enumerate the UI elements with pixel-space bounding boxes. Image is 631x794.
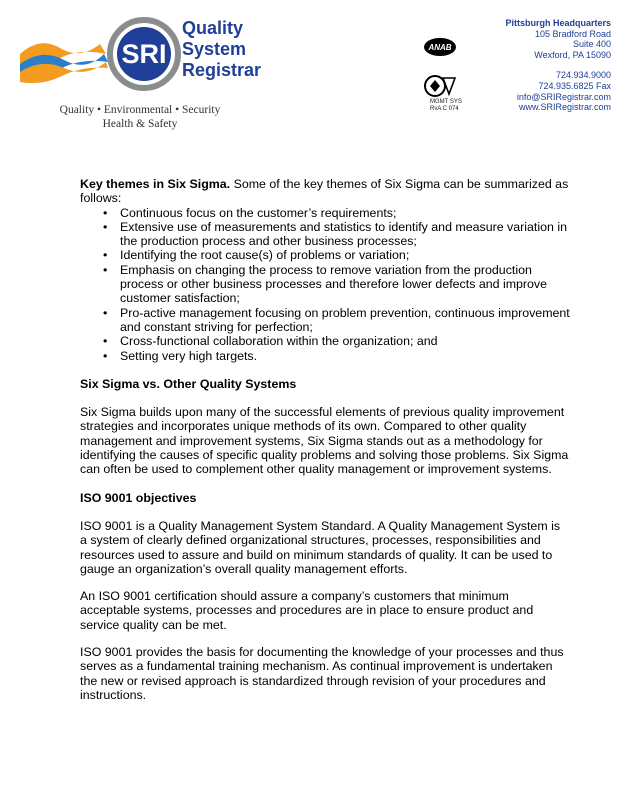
list-item: • Cross-functional collaboration within the organization; and bbox=[80, 334, 570, 348]
website-link[interactable]: www.SRIRegistrar.com bbox=[518, 102, 611, 113]
list-item: • Setting very high targets. bbox=[80, 349, 570, 363]
headquarters-label: Pittsburgh Headquarters bbox=[505, 18, 611, 28]
cert-text bbox=[430, 99, 462, 113]
list-item: • Identifying the root cause(s) of problems or variation; bbox=[80, 248, 570, 262]
anab-text: ANAB bbox=[428, 43, 452, 52]
document-body bbox=[80, 177, 570, 702]
address-street: 105 Bradford Road bbox=[534, 28, 611, 39]
list-item: • Extensive use of measurements and statistics to identify and measure variation in the production process and other business processes; bbox=[80, 220, 570, 249]
section3-paragraph-1: ISO 9001 is a Quality Management System Standard. A Quality Management System is a system of clearly defined organizational structures, processes, responsibilities and resources used to assure and build on minimum standards of quality. It can be used to gauge an organization’s overall quality management efforts. bbox=[80, 518, 561, 576]
rva-seal bbox=[423, 74, 459, 98]
email-link[interactable]: info@SRIRegistrar.com bbox=[516, 91, 611, 102]
sri-logo bbox=[20, 14, 262, 94]
logo-title-line1: Quality bbox=[182, 18, 244, 38]
logo-title-line3: Registrar bbox=[182, 60, 262, 80]
anab-seal bbox=[423, 37, 457, 57]
section3-paragraph-2: An ISO 9001 certification should assure a company’s customers that minimum acceptable systems, processes and procedures are in place to ensure product and service quality can be met. bbox=[80, 589, 534, 632]
section3-paragraph-3: ISO 9001 provides the basis for documenting the knowledge of your processes and thus serves as a fundamental training mechanism. As continual improvement is undertaken the new or revised approach is standardized through revision of your procedures and instructions. bbox=[80, 645, 564, 702]
section1-intro-text: Some of the key themes of Six Sigma can be summarized as follows: bbox=[80, 177, 569, 206]
list-item: • Emphasis on changing the process to remove variation from the production process or other business processes and therefore lower defects and improve customer satisfaction; bbox=[80, 263, 570, 306]
logo-title-line2: System bbox=[182, 39, 247, 59]
list-item: • Pro-active management focusing on problem prevention, continuous improvement and constant striving for perfection; bbox=[80, 306, 570, 335]
phone-number: 724.934.9000 bbox=[555, 70, 611, 81]
section1-intro bbox=[80, 177, 570, 206]
address-suite: Suite 400 bbox=[572, 39, 611, 50]
tagline-line1: Quality • Environmental • Security bbox=[59, 104, 221, 116]
fax-number: 724.935.6825 Fax bbox=[538, 80, 611, 91]
section3-heading: ISO 9001 objectives bbox=[80, 490, 197, 505]
logo-initials: SRI bbox=[121, 39, 167, 69]
tagline-line2: Health & Safety bbox=[102, 118, 178, 130]
cert-text-line1: MGMT SYS bbox=[430, 99, 462, 105]
list-item: • Continuous focus on the customer’s requirements; bbox=[80, 206, 570, 220]
section2-paragraph: Six Sigma builds upon many of the successful elements of previous quality improvement strategies and incorporates unique methods of its own. Compared to other quality management and improvement systems, Six Sigma stands out as a methodology for identifying the causes of specific quality problems and solving those problems. Six Sigma can often be used to complement other quality management or improvement systems. bbox=[80, 405, 569, 477]
section2-heading: Six Sigma vs. Other Quality Systems bbox=[80, 376, 297, 391]
themes-list bbox=[80, 206, 570, 363]
cert-text-line2: RvA C 074 bbox=[430, 106, 459, 112]
tagline bbox=[40, 103, 240, 131]
section1-heading: Key themes in Six Sigma. bbox=[80, 177, 231, 191]
address-city: Wexford, PA 15090 bbox=[534, 49, 611, 60]
address-block bbox=[505, 18, 611, 113]
